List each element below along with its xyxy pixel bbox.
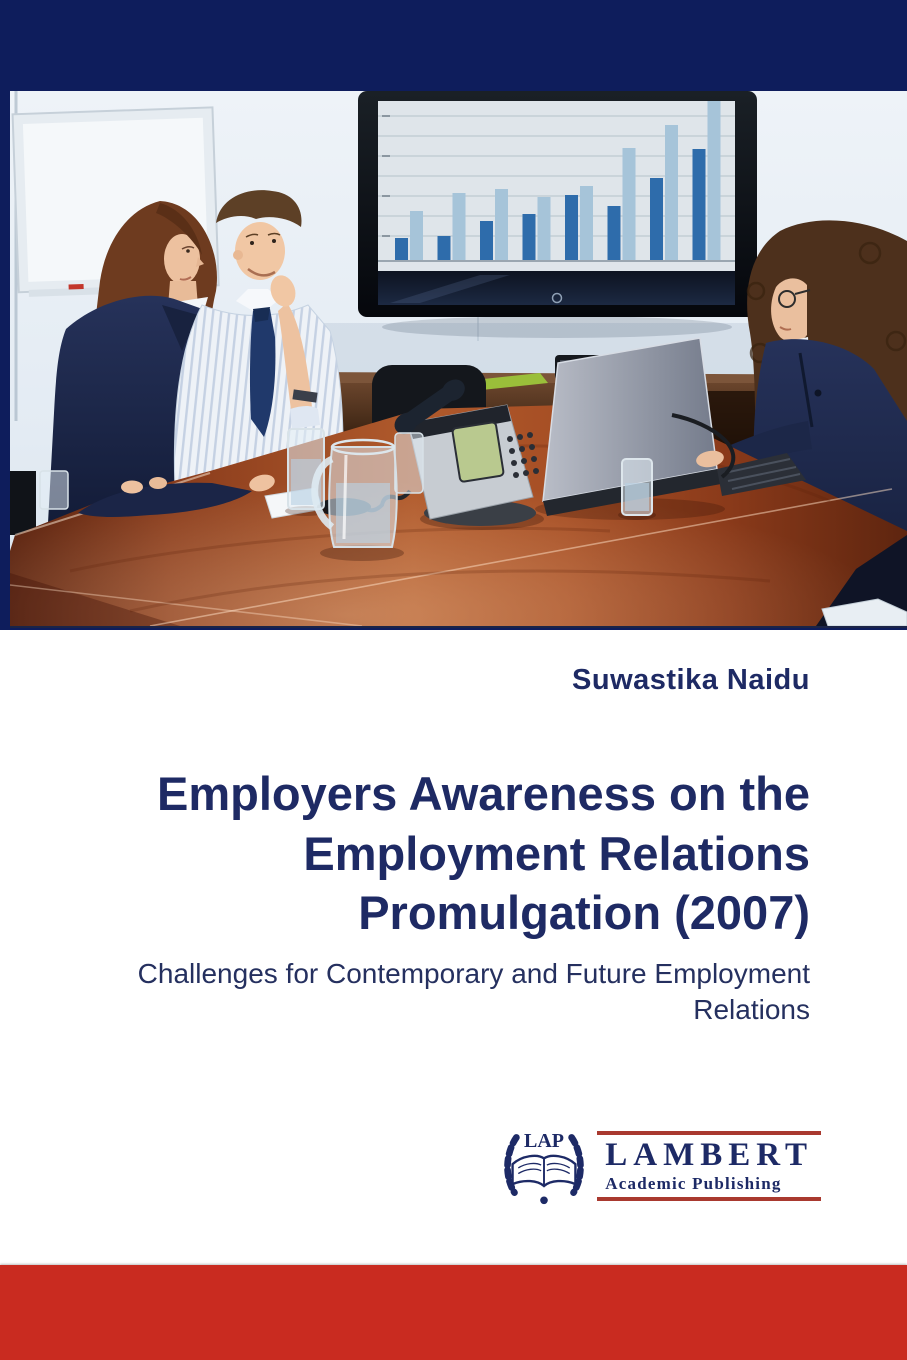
hand xyxy=(121,481,143,494)
chair-edge-left xyxy=(10,471,36,535)
subtitle-line-1: Challenges for Contemporary and Future Employment xyxy=(137,958,810,989)
photo-frame xyxy=(0,91,907,630)
rolled-sleeve xyxy=(290,406,320,429)
emblem-text: LAP xyxy=(524,1129,565,1152)
author-name: Suwastika Naidu xyxy=(572,664,810,696)
title-line-1: Employers Awareness on the xyxy=(156,767,810,820)
book-subtitle xyxy=(60,956,810,1029)
tv-screen xyxy=(378,101,735,271)
title-line-3: Promulgation (2007) xyxy=(358,886,810,940)
glass xyxy=(40,471,68,509)
meeting-photo xyxy=(10,91,907,628)
publisher-tagline: Academic Publishing xyxy=(605,1174,782,1194)
glass xyxy=(395,433,423,493)
book-title xyxy=(60,764,810,943)
meeting-photo-illustration xyxy=(10,91,907,626)
tv-glass-band xyxy=(378,271,735,305)
phone-display xyxy=(452,422,504,482)
wall-tv xyxy=(358,91,757,338)
red-marker xyxy=(69,284,84,290)
lap-emblem xyxy=(501,1126,587,1206)
tv-bar-chart xyxy=(378,91,735,261)
subtitle-line-2: Relations xyxy=(693,994,810,1026)
tv-shadow xyxy=(382,316,732,338)
button xyxy=(815,390,822,397)
bottom-red-bar xyxy=(0,1265,907,1360)
publisher-textblock xyxy=(597,1131,821,1202)
publisher-name: LAMBERT xyxy=(605,1136,813,1173)
publisher-logo xyxy=(501,1126,821,1206)
face xyxy=(235,222,285,280)
hand xyxy=(149,477,167,489)
title-line-2: Employment Relations xyxy=(303,826,810,880)
top-navy-bar xyxy=(0,0,907,91)
